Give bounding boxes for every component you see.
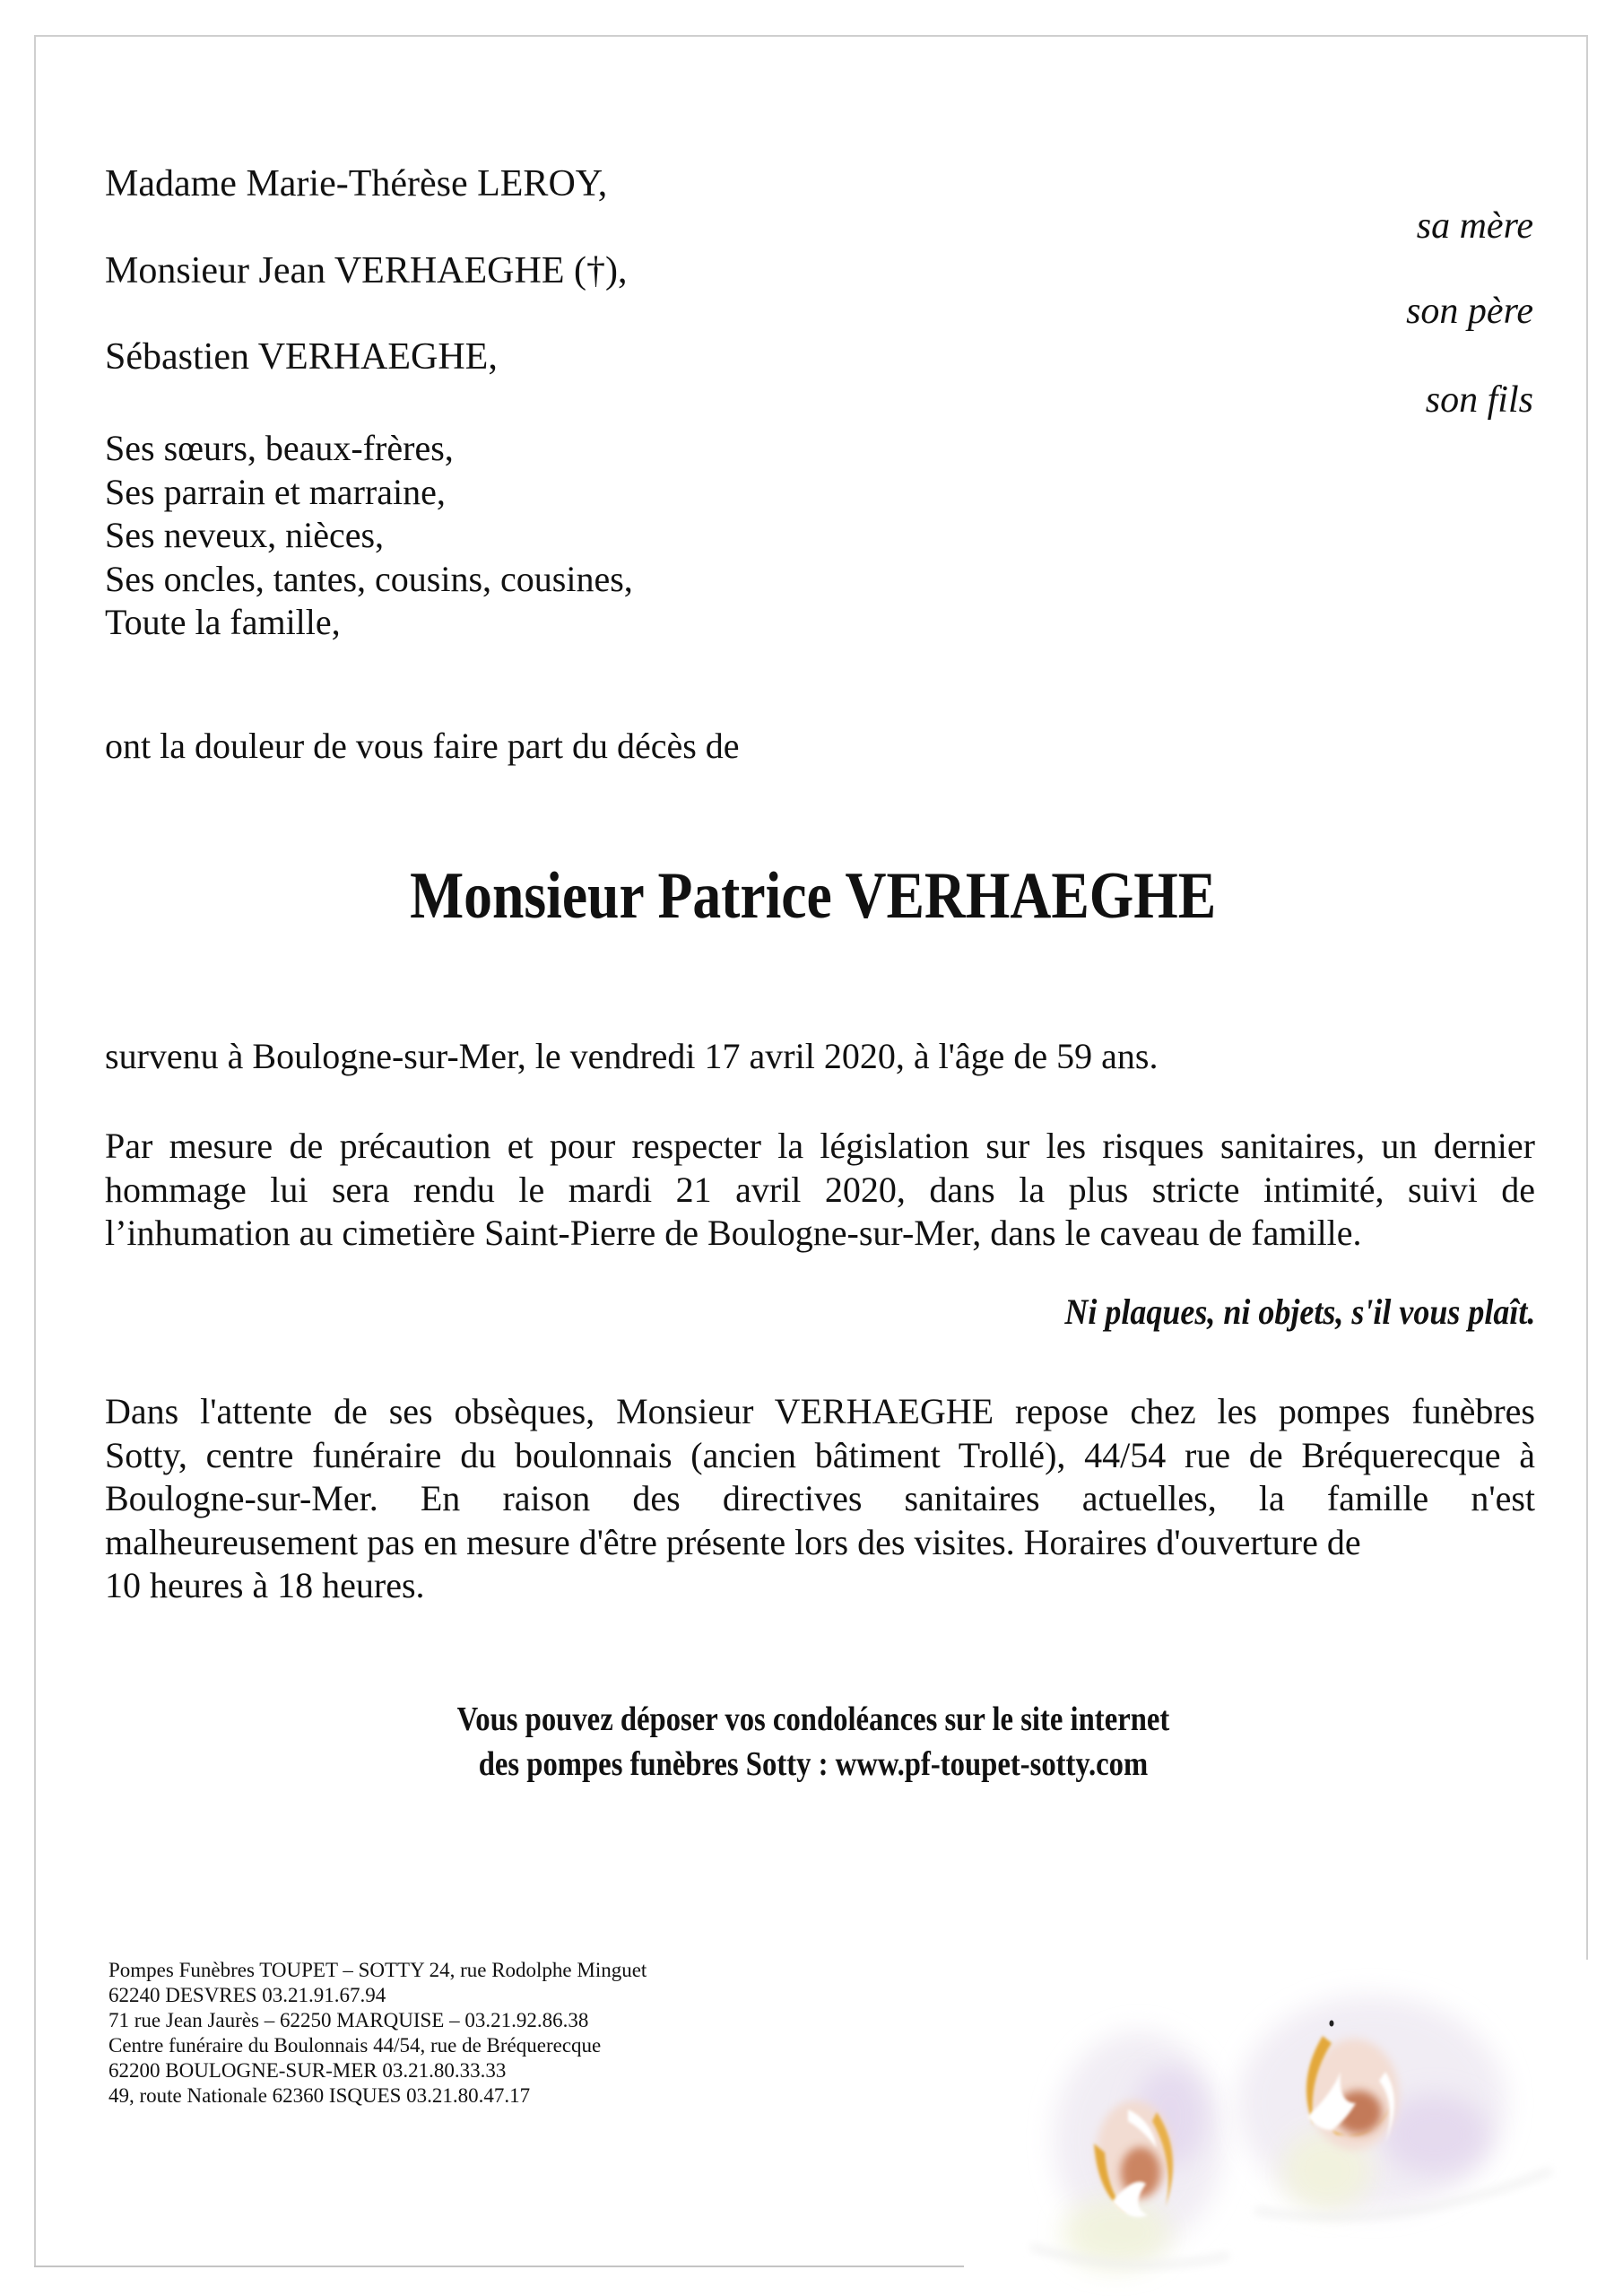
relation-mother: sa mère <box>1416 205 1533 247</box>
frame-line-top <box>34 35 1588 37</box>
address-line: 71 rue Jean Jaurès – 62250 MARQUISE – 03.21.92.86.38 <box>108 2009 589 2031</box>
relatives-item: Ses parrain et marraine, <box>105 471 446 512</box>
relation-son: son fils <box>1425 379 1533 421</box>
relation-father: son père <box>1406 291 1533 332</box>
condolences-notice <box>0 1697 1623 1787</box>
ceremony-line: Par mesure de précaution et pour respecter la législation sur les risques sanitaires, un dernier <box>105 1126 1535 1166</box>
orchid-flower-left <box>1054 2031 1224 2269</box>
relatives-item: Toute la famille, <box>105 602 341 642</box>
relatives-item: Ses sœurs, beaux-frères, <box>105 428 454 468</box>
visit-line: Boulogne-sur-Mer. En raison des directives sanitaires actuelles, la famille n'est <box>105 1478 1535 1518</box>
address-line: 49, route Nationale 62360 ISQUES 03.21.80.47.17 <box>108 2084 531 2107</box>
visit-line: malheureusement pas en mesure d'être présente lors des visites. Horaires d'ouverture de <box>105 1521 1361 1562</box>
ceremony-line: hommage lui sera rendu le mardi 21 avril 2020, dans la plus stricte intimité, suivi de <box>105 1169 1535 1210</box>
orchid-flowers-image <box>1022 1937 1623 2296</box>
deceased-name: Monsieur Patrice VERHAEGHE <box>410 859 1217 933</box>
relatives-item: Ses neveux, nièces, <box>105 515 385 555</box>
family-member-father: Monsieur Jean VERHAEGHE (†), <box>105 250 628 291</box>
announcement-intro: ont la douleur de vous faire part du décès de <box>105 726 740 766</box>
address-line: 62200 BOULOGNE-SUR-MER 03.21.80.33.33 <box>108 2059 507 2082</box>
death-details: survenu à Boulogne-sur-Mer, le vendredi 17 avril 2020, à l'âge de 59 ans. <box>105 1036 1159 1076</box>
condolences-line: Vous pouvez déposer vos condoléances sur le site internet <box>456 1700 1170 1738</box>
funeral-home-addresses <box>108 1958 647 2109</box>
relatives-item: Ses oncles, tantes, cousins, cousines, <box>105 558 633 599</box>
family-member-son: Sébastien VERHAEGHE, <box>105 336 498 378</box>
family-member-mother: Madame Marie-Thérèse LEROY, <box>105 163 608 204</box>
frame-line-bottom <box>34 2266 964 2267</box>
no-flowers-notice: Ni plaques, ni objets, s'il vous plaît. <box>1063 1292 1535 1332</box>
frame-line-right <box>1586 35 1588 1960</box>
visit-line: Sotty, centre funéraire du boulonnais (ancien bâtiment Trollé), 44/54 rue de Bréquerecque à <box>105 1434 1535 1475</box>
address-line: 62240 DESVRES 03.21.91.67.94 <box>108 1984 386 2006</box>
visit-paragraph <box>105 1390 1535 1608</box>
ceremony-paragraph <box>105 1125 1535 1256</box>
address-line: Centre funéraire du Boulonnais 44/54, rue de Bréquerecque <box>108 2034 602 2057</box>
visit-line: Dans l'attente de ses obsèques, Monsieur VERHAEGHE repose chez les pompes funèbres <box>105 1391 1535 1431</box>
frame-line-left <box>34 35 36 2267</box>
visit-line: 10 heures à 18 heures. <box>105 1565 425 1605</box>
condolences-line-with-website: des pompes funèbres Sotty : www.pf-toupet-sotty.com <box>478 1745 1149 1783</box>
address-line: Pompes Funèbres TOUPET – SOTTY 24, rue Rodolphe Minguet <box>108 1959 647 1981</box>
orchid-flower-right <box>1237 1996 1506 2211</box>
relatives-list <box>105 427 633 645</box>
ceremony-line: l’inhumation au cimetière Saint-Pierre de Boulogne-sur-Mer, dans le caveau de famille. <box>105 1213 1362 1253</box>
